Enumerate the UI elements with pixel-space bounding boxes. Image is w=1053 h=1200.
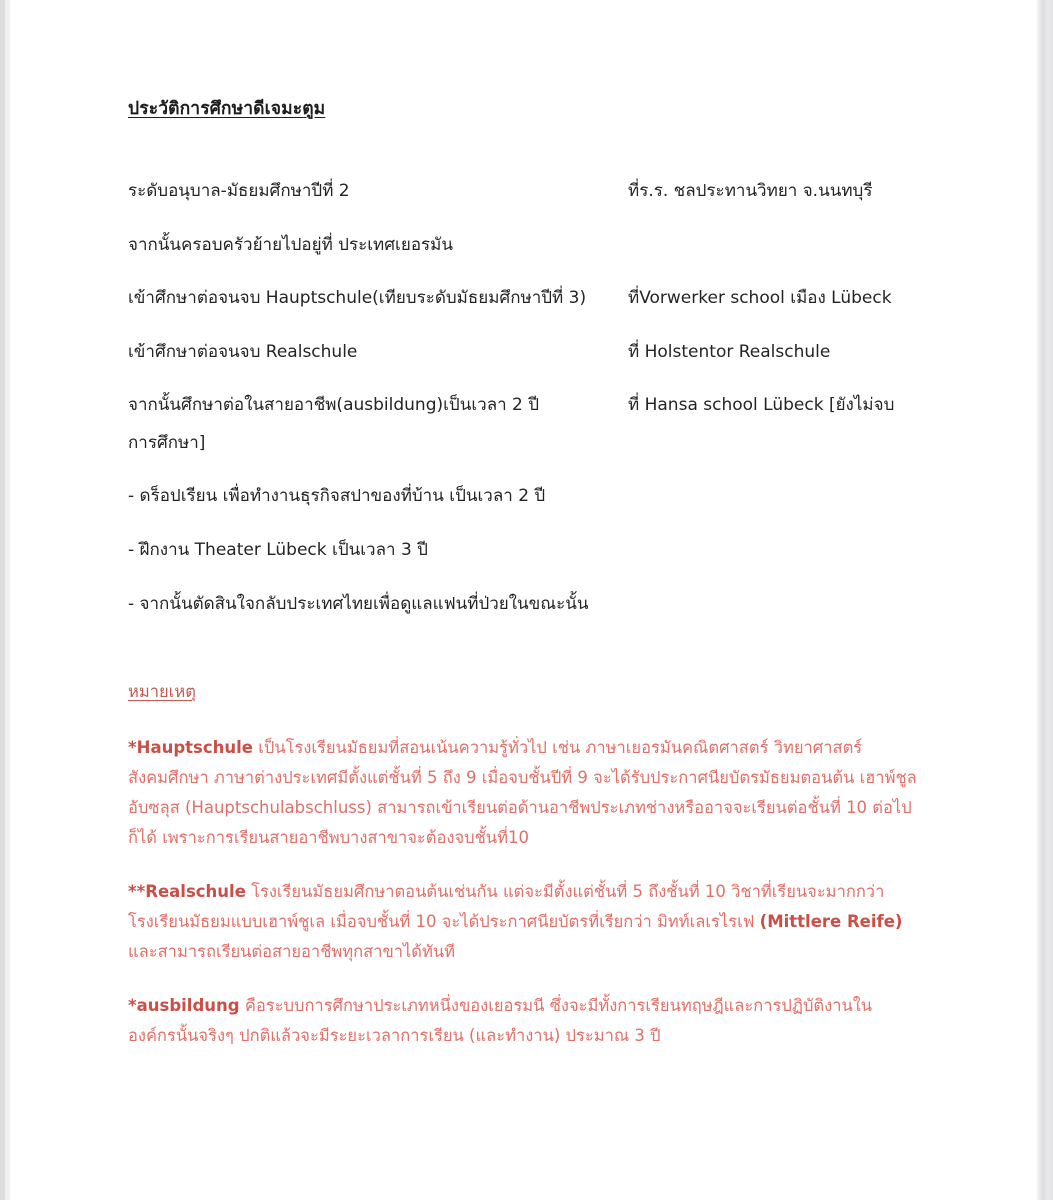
education-level-label: เข้าศึกษาต่อจนจบ Realschule [128, 341, 358, 362]
education-history-list [128, 178, 928, 457]
education-row [128, 232, 928, 260]
education-row [128, 178, 928, 206]
notes-section [128, 680, 928, 1051]
page-title: ประวัติการศึกษาดีเจมะตูม [128, 99, 326, 119]
list-item: - ดร็อปเรียน เพื่อทำงานธุรกิจสปาของที่บ้าน เป็นเวลา 2 ปี [128, 486, 546, 507]
list-item: - จากนั้นตัดสินใจกลับประเทศไทยเพื่อดูแลแฟนที่ป่วยในขณะนั้น [128, 593, 589, 614]
note-body-realschule-part1: โรงเรียนมัธยมศึกษาตอนต้นเช่นกัน แต่จะมีตั้งแต่ชั้นที่ 5 ถึงชั้นที่ 10 วิชาที่เรียนจะมากกว่าโรงเรียนมัธยมแบบเฮาพ์ชูเล เมื่อจบชั้นที่ 10 จะได้ประกาศนียบัตรที่เรียกว่า มิทท์เลเรไรเฟ [128, 881, 885, 931]
education-school-label: ที่ Holstentor Realschule [628, 341, 831, 362]
education-row [128, 339, 928, 367]
note-body-hauptschule: เป็นโรงเรียนมัธยมที่สอนเน้นความรู้ทั่วไป เช่น ภาษาเยอรมันคณิตศาสตร์ วิทยาศาสตร์ สังคมศึกษา ภาษาต่างประเทศมีตั้งแต่ชั้นที่ 5 ถึง 9 เมื่อจบชั้นปีที่ 9 จะได้รับประกาศนียบัตรมัธยมตอนต้น เฮาพ์ชูลอับซลุส (Hauptschulabschluss) สามารถเข้าเรียนต่อด้านอาชีพประเภทช่างหรืออาจจะเรียนต่อชั้นที่ 10 ต่อไปก็ได้ เพราะการเรียนสายอาชีพบางสาขาจะต้องจบชั้นที่10 [128, 737, 917, 847]
document-content [128, 96, 928, 1075]
education-row [128, 392, 928, 420]
note-item-realschule [128, 877, 918, 967]
note-body-realschule-part2: และสามารถเรียนต่อสายอาชีพทุกสาขาได้ทันที [128, 941, 456, 961]
education-level-label: จากนั้นศึกษาต่อในสายอาชีพ(ausbildung)เป็นเวลา 2 ปี [128, 395, 540, 416]
note-body-ausbildung: คือระบบการศึกษาประเภทหนึ่งของเยอรมนี ซึ่งจะมีทั้งการเรียนทฤษฎีและการปฏิบัติงานในองค์กรนั้นจริงๆ ปกติแล้วจะมีระยะเวลาการเรียน (และทำงาน) ประมาณ 3 ปี [128, 995, 873, 1045]
notes-heading: หมายเหตุ [128, 682, 196, 702]
note-term-realschule: **Realschule [128, 881, 246, 901]
note-term-mittlere-reife: (Mittlere Reife) [759, 911, 903, 931]
education-level-label: เข้าศึกษาต่อจนจบ Hauptschule(เทียบระดับมัธยมศึกษาปีที่ 3) [128, 288, 587, 309]
education-row [128, 285, 928, 313]
education-school-label: ที่ร.ร. ชลประทานวิทยา จ.นนทบุรี [628, 181, 873, 202]
education-school-label: ที่ Hansa school Lübeck [ยังไม่จบ [628, 395, 895, 416]
education-wrapped-continuation: การศึกษา] [128, 432, 206, 453]
education-level-label: จากนั้นครอบครัวย้ายไปอยู่ที่ ประเทศเยอรมัน [128, 234, 453, 255]
note-term-ausbildung: *ausbildung [128, 995, 240, 1015]
note-item-ausbildung [128, 991, 918, 1051]
note-term-hauptschule: *Hauptschule [128, 737, 253, 757]
education-bullet-list [128, 483, 928, 618]
education-level-label: ระดับอนุบาล-มัธยมศึกษาปีที่ 2 [128, 181, 350, 202]
note-item-hauptschule [128, 733, 918, 853]
list-item: - ฝึกงาน Theater Lübeck เป็นเวลา 3 ปี [128, 539, 428, 560]
education-school-label: ที่Vorwerker school เมือง Lübeck [628, 288, 892, 309]
